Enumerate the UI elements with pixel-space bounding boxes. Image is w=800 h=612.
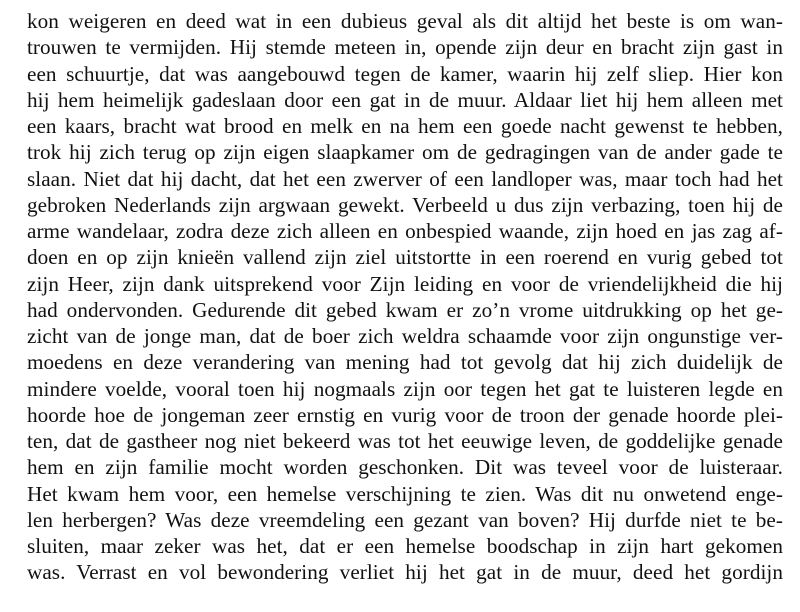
- text-line: hem en zijn familie mocht worden geschonken. Dit was teveel voor de luisteraar.: [27, 455, 783, 480]
- text-line: len herbergen? Was deze vreemdeling een gezant van boven? Hij durfde niet te be-: [27, 507, 783, 532]
- text-line: ten, dat de gastheer nog niet bekeerd was tot het eeuwige leven, de goddelijke genade: [27, 429, 783, 453]
- text-line: trok hij zich terug op zijn eigen slaapkamer om de gedragingen van de ander gade te: [27, 140, 783, 165]
- text-line: doen en op zijn knieën vallend zijn ziel uitstortte in een roerend en vurig gebed tot: [27, 245, 783, 270]
- text-line: moedens en deze verandering van mening had tot gevolg dat hij zich duidelijk de: [27, 350, 783, 375]
- text-line: zicht van de jonge man, dat de boer zich weldra schaamde voor zijn ongunstige ver-: [27, 324, 783, 348]
- text-line: was. Verrast en vol bewondering verliet hij het gat in de muur, deed het gordijn: [27, 560, 783, 585]
- body-text: [27, 8, 783, 586]
- text-line: zijn Heer, zijn dank uitsprekend voor Zijn leiding en voor de vriendelijkheid die hij: [27, 271, 783, 296]
- text-line: hoorde hoe de jongeman zeer ernstig en vurig voor de troon der genade hoorde plei-: [27, 402, 783, 427]
- text-line: sluiten, maar zeker was het, dat er een hemelse boodschap in zijn hart gekomen: [27, 534, 783, 558]
- text-line: mindere voelde, vooral toen hij nogmaals zijn oor tegen het gat te luisteren legde en: [27, 376, 783, 401]
- text-line: trouwen te vermijden. Hij stemde meteen in, opende zijn deur en bracht zijn gast in: [27, 35, 783, 60]
- text-line: hij hem heimelijk gadeslaan door een gat in de muur. Aldaar liet hij hem alleen met: [27, 87, 783, 112]
- text-line: arme wandelaar, zodra deze zich alleen en onbespied waande, zijn hoed en jas zag af-: [27, 219, 783, 243]
- text-line: slaan. Niet dat hij dacht, dat het een zwerver of een landloper was, maar toch had het: [27, 166, 783, 191]
- text-line: een kaars, bracht wat brood en melk en na hem een goede nacht gewenst te hebben,: [27, 114, 783, 138]
- text-line: had ondervonden. Gedurende dit gebed kwam er zo’n vrome uitdrukking op het ge-: [27, 297, 783, 322]
- text-line: gebroken Nederlands zijn argwaan gewekt. Verbeeld u dus zijn verbazing, toen hij de: [27, 192, 783, 217]
- text-line: kon weigeren en deed wat in een dubieus geval als dit altijd het beste is om wan-: [27, 9, 783, 33]
- text-line: Het kwam hem voor, een hemelse verschijning te zien. Was dit nu onwetend enge-: [27, 481, 783, 506]
- text-line: een schuurtje, dat was aangebouwd tegen de kamer, waarin hij zelf sliep. Hier kon: [27, 61, 783, 86]
